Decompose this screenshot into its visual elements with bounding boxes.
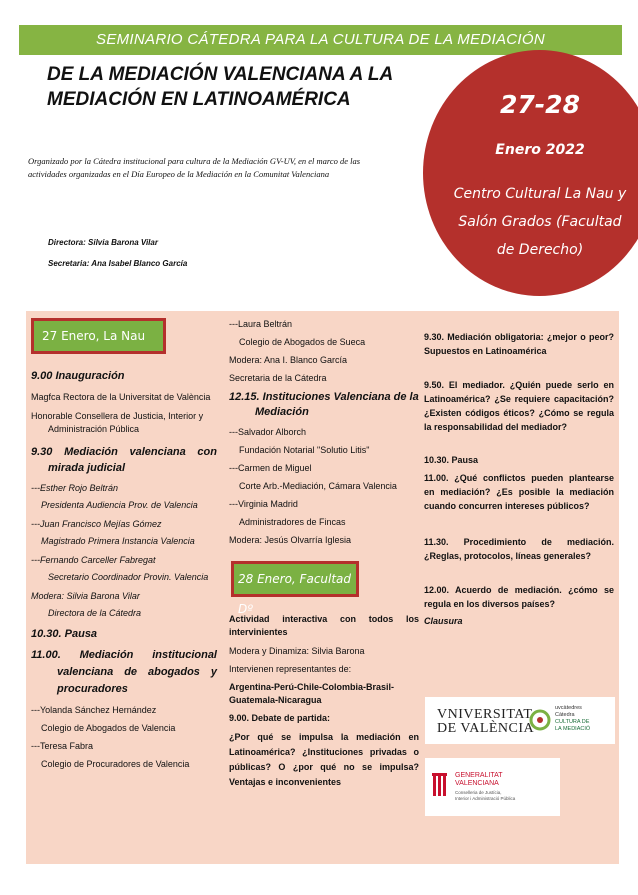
uv-line1: VNIVERSITAT (437, 707, 533, 722)
secretaria-label: Secretaria: Ana Isabel Blanco García (48, 259, 188, 268)
speaker-beltran: ---Laura Beltrán (229, 319, 293, 329)
item-pausa-1: 10.30. Pausa (31, 628, 98, 640)
item-mediacion-judicial: 9.30 Mediación valenciana con mirada judicial (31, 446, 217, 474)
speaker-sanchez-role: Colegio de Abogados de Valencia (41, 723, 176, 733)
speaker-alborch: ---Salvador Alborch (229, 427, 307, 437)
debate-questions: ¿Por qué se impulsa la mediación en Latinoamérica? ¿Instituciones privadas o públicas? O ¿por qué no se impulsa? Ventajas e inconvenientes (229, 732, 419, 787)
item-mediador: 9.50. El mediador. ¿Quién puede serlo en Latinoamérica? ¿Se requiere capacitación? ¿Existen códigos éticos? ¿Cómo se regula la responsabilidad del mediador? (424, 380, 614, 432)
speaker-mejias-role: Magistrado Primera Instancia Valencia (41, 536, 195, 546)
uv-small2: Càtedra (555, 712, 575, 718)
generalitat-valenciana-logo (425, 758, 560, 816)
moderator-dinamiza: Modera y Dinamiza: Silvia Barona (229, 646, 365, 656)
seminar-banner: SEMINARIO CÁTEDRA PARA LA CULTURA DE LA MEDIACIÓN (19, 25, 622, 55)
speaker-carceller-role: Secretario Coordinador Provin. Valencia (48, 572, 209, 582)
uv-line2: DE VALÈNCIA (437, 721, 535, 736)
intro-line1: Organizado por la Cátedra institucional para cultura de la Mediación GV-UV, en el marco de las (28, 156, 361, 166)
item-rectora: Magfca Rectora de la Universitat de València (31, 392, 211, 402)
gv-line2: VALENCIANA (455, 780, 499, 787)
program-column-2 (229, 318, 419, 790)
speaker-madrid: ---Virginia Madrid (229, 499, 298, 509)
speaker-carceller: ---Fernando Carceller Fabregat (31, 555, 156, 565)
moderator-barona: Modera: Silvia Barona Vilar (31, 591, 140, 601)
item-actividad-interactiva: Actividad interactiva con todos los intervinientes (229, 614, 419, 637)
item-acuerdo: 12.00. Acuerdo de mediación. ¿cómo se regula en los diversos países? (424, 585, 614, 609)
event-place-line1: Centro Cultural La Nau y (453, 186, 627, 202)
uv-small4: LA MEDIACIÓ (555, 726, 591, 732)
date-box-27: 27 Enero, La Nau (31, 318, 166, 354)
event-dates: 27-28 (500, 90, 580, 119)
program-column-1 (31, 318, 217, 771)
moderator-barona-role: Directora de la Cátedra (48, 608, 142, 618)
program-column-3 (424, 318, 614, 628)
moderator-olvarria: Modera: Jesús Olvarría Iglesia (229, 535, 352, 545)
speaker-fabra-role: Colegio de Procuradores de Valencia (41, 759, 190, 769)
speaker-alborch-role: Fundación Notarial "Solutio Litis" (239, 445, 370, 455)
generalitat-emblem-icon (431, 772, 449, 800)
main-title (47, 62, 467, 112)
item-mediacion-obligatoria: 9.30. Mediación obligatoria: ¿mejor o peor? Supuestos en Latinoamérica (424, 332, 614, 356)
item-instituciones-valencianas: 12.15. Instituciones Valenciana de la Mediación (229, 391, 419, 418)
date-box-28: 28 Enero, Facultad Dº (231, 561, 359, 597)
speaker-fabra: ---Teresa Fabra (31, 741, 94, 751)
event-place-line2: Salón Grados (Facultad (458, 214, 622, 230)
event-month: Enero 2022 (495, 142, 585, 158)
speaker-beltran-role: Colegio de Abogados de Sueca (239, 337, 366, 347)
uv-small3: CULTURA DE (555, 719, 590, 725)
main-title-line1: DE LA MEDIACIÓN VALENCIANA A LA (47, 64, 394, 85)
speaker-miguel-role: Corte Arb.-Mediación, Cámara Valencia (239, 481, 397, 491)
item-abogados-procuradores: 11.00. Mediación institucional valenciana de abogados y procuradores (31, 649, 217, 695)
item-inauguracion: 9.00 Inauguración (31, 370, 125, 382)
item-debate: 9.00. Debate de partida: (229, 713, 331, 723)
universitat-valencia-logo (425, 697, 615, 744)
event-place-line3: de Derecho) (496, 242, 584, 258)
mediation-leaf-icon (529, 709, 551, 731)
uv-small1: uvcàtedres (555, 705, 582, 711)
gv-small2: Interior i Administració Pública (455, 796, 516, 801)
moderator-blanco-role: Secretaria de la Cátedra (229, 373, 327, 383)
gv-line1: GENERALITAT (455, 772, 503, 779)
countries-list: Argentina-Perú-Chile-Colombia-Brasil-Guatemala-Nicaragua (229, 682, 395, 705)
event-place (440, 180, 638, 264)
speaker-madrid-role: Administradores de Fincas (239, 517, 346, 527)
speaker-rojo-role: Presidenta Audiencia Prov. de Valencia (41, 500, 198, 510)
item-conflictos: 11.00. ¿Qué conflictos pueden plantearse en mediación? ¿Es posible la mediación cuando concurren intereses públicos? (424, 473, 614, 511)
representatives-label: Intervienen representantes de: (229, 664, 352, 674)
item-pausa-2: 10.30. Pausa (424, 455, 479, 465)
speaker-mejias: ---Juan Francisco Mejías Gómez (31, 519, 162, 529)
gv-small1: Conselleria de Justícia, (455, 790, 502, 795)
intro-line2: actividades organizadas en el Día Europeo de la Mediación en la Comunitat Valenciana (28, 169, 330, 179)
speaker-sanchez: ---Yolanda Sánchez Hernández (31, 705, 157, 715)
speaker-miguel: ---Carmen de Miguel (229, 463, 312, 473)
item-consellera: Honorable Consellera de Justicia, Interior y Administración Pública (31, 411, 204, 434)
speaker-rojo: ---Esther Rojo Beltrán (31, 483, 119, 493)
intro-text (28, 155, 416, 181)
item-procedimiento: 11.30. Procedimiento de mediación. ¿Reglas, protocolos, líneas generales? (424, 537, 614, 561)
directora-label: Directora: Silvia Barona Vilar (48, 238, 158, 247)
main-title-line2: MEDIACIÓN EN LATINOAMÉRICA (47, 89, 351, 110)
moderator-blanco: Modera: Ana I. Blanco García (229, 355, 348, 365)
item-clausura: Clausura (424, 616, 463, 626)
